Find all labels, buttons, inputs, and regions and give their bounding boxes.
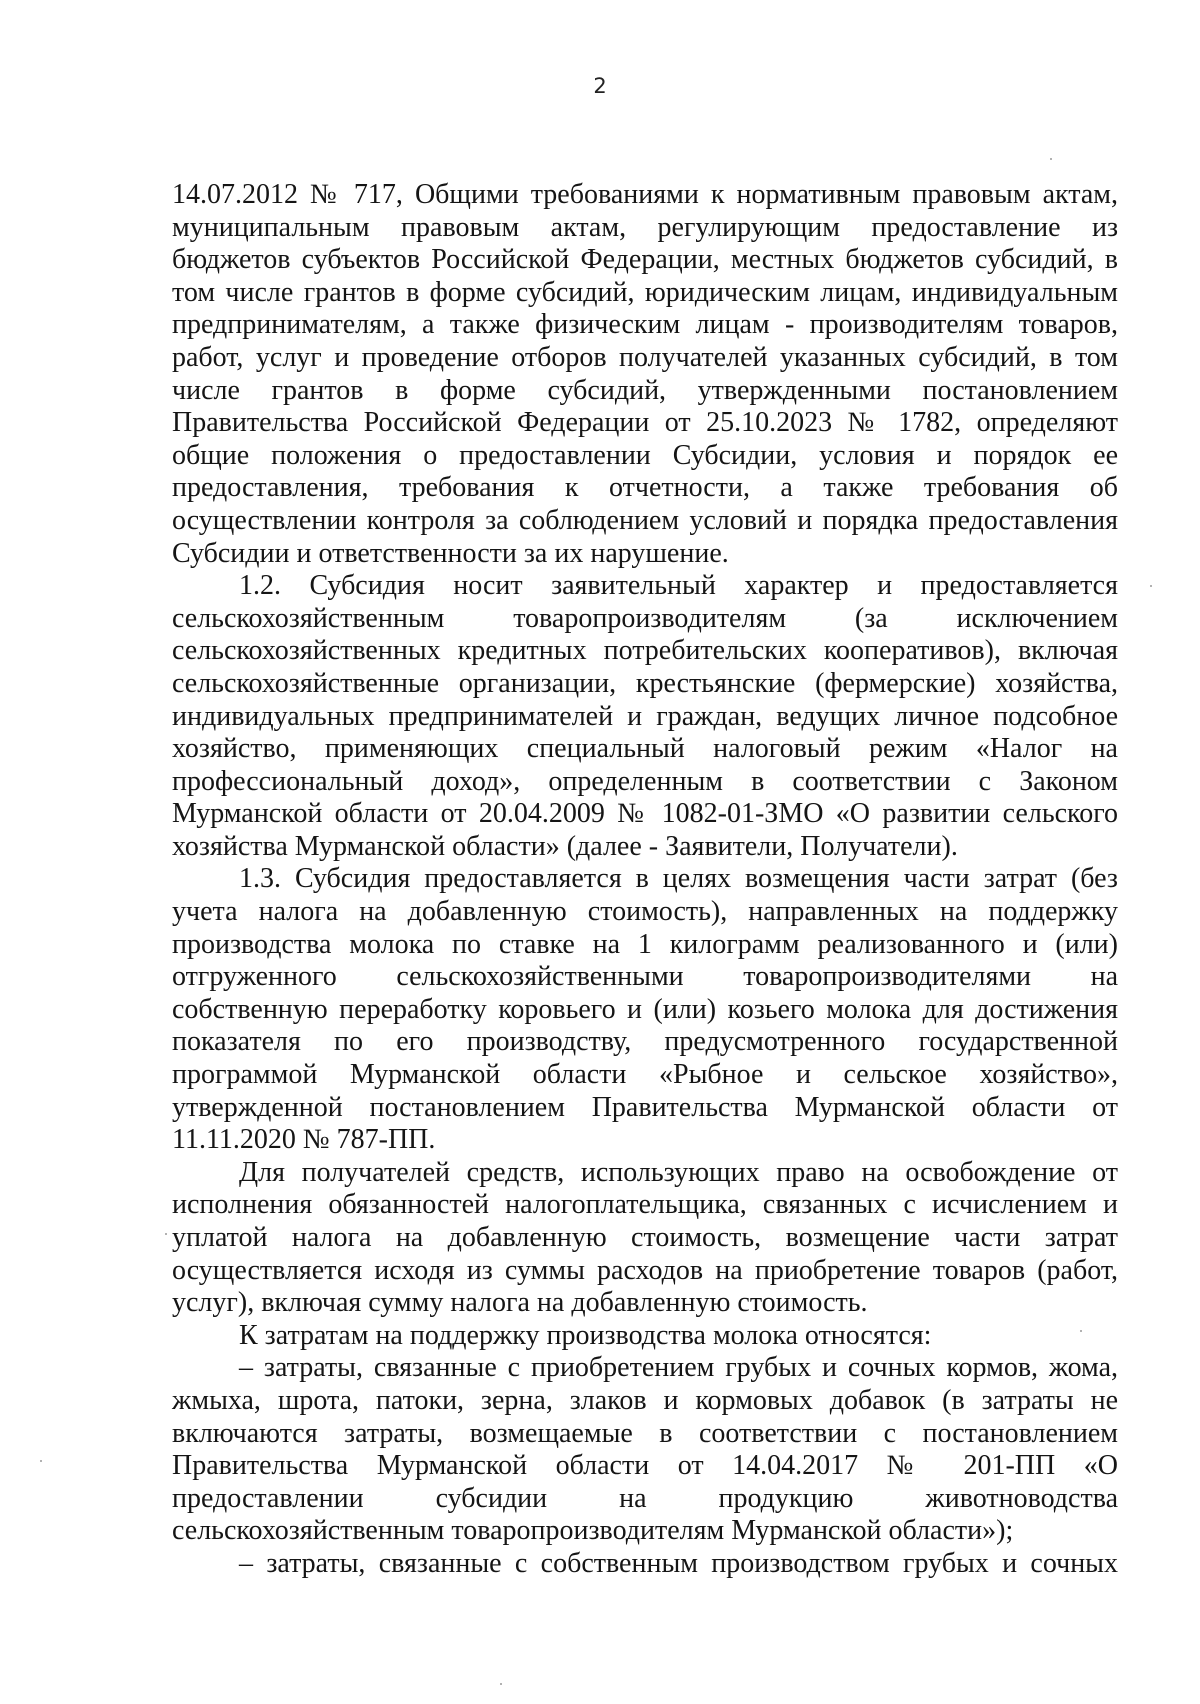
list-item-feed-purchase: – затраты, связанные с приобретением грубых и сочных кормов, жома, жмыха, шрота, патоки, зерна, злаков и кормовых добавок (в затраты не включаются затраты, возмещаемые в соответствии с постановлением Правительства Мурманской области от 14.04.2017 № 201-ПП «О предоставлении субсидии на продукцию животноводства сельскохозяйственным товаропроизводителям Мурманской области»); <box>172 1352 1118 1547</box>
list-item-own-production: – затраты, связанные с собственным производством грубых и сочных <box>239 1547 1118 1579</box>
paragraph-vat-exemption: Для получателей средств, использующих право на освобождение от исполнения обязанностей налогоплательщика, связанных с исчислением и уплатой налога на добавленную стоимость, возмещение части затрат осуществляется исходя из суммы расходов на приобретение товаров (работ, услуг), включая сумму налога на добавленную стоимость. <box>172 1156 1118 1319</box>
page-number: 2 <box>593 74 607 98</box>
scan-speck <box>165 1233 167 1235</box>
scan-speck <box>1150 585 1152 587</box>
scan-speck <box>1080 1330 1082 1332</box>
scan-speck <box>500 1683 502 1685</box>
scan-speck <box>40 1460 42 1462</box>
document-body <box>172 179 1118 1581</box>
paragraph-costs-intro: К затратам на поддержку производства молока относятся: <box>239 1319 932 1351</box>
paragraph-1-2: 1.2. Субсидия носит заявительный характер и предоставляется сельскохозяйственным товаропроизводителям (за исключением сельскохозяйственных кредитных потребительских кооперативов), включая сельскохозяйственные организации, крестьянские (фермерские) хозяйства, индивидуальных предпринимателей и граждан, ведущих личное подсобное хозяйство, применяющих специальный налоговый режим «Налог на профессиональный доход», определенным в соответствии с Законом Мурманской области от 20.04.2009 № 1082-01-ЗМО «О развитии сельского хозяйства Мурманской области» (далее - Заявители, Получатели). <box>172 570 1118 862</box>
paragraph-continuation: 14.07.2012 № 717, Общими требованиями к нормативным правовым актам, муниципальным правовым актам, регулирующим предоставление из бюджетов субъектов Российской Федерации, местных бюджетов субсидий, в том числе грантов в форме субсидий, юридическим лицам, индивидуальным предпринимателям, а также физическим лицам - производителям товаров, работ, услуг и проведение отборов получателей указанных субсидий, в том числе грантов в форме субсидий, утвержденными постановлением Правительства Российской Федерации от 25.10.2023 № 1782, определяют общие положения о предоставлении Субсидии, условия и порядок ее предоставления, требования к отчетности, а также требования об осуществлении контроля за соблюдением условий и порядка предоставления Субсидии и ответственности за их нарушение. <box>172 179 1118 569</box>
paragraph-1-3: 1.3. Субсидия предоставляется в целях возмещения части затрат (без учета налога на добавленную стоимость), направленных на поддержку производства молока по ставке на 1 килограмм реализованного и (или) отгруженного сельскохозяйственными товаропроизводителями на собственную переработку коровьего и (или) козьего молока для достижения показателя по его производству, предусмотренного государственной программой Мурманской области «Рыбное и сельское хозяйство», утвержденной постановлением Правительства Мурманской области от 11.11.2020 № 787-ПП. <box>172 863 1118 1156</box>
scan-speck <box>1050 158 1052 160</box>
